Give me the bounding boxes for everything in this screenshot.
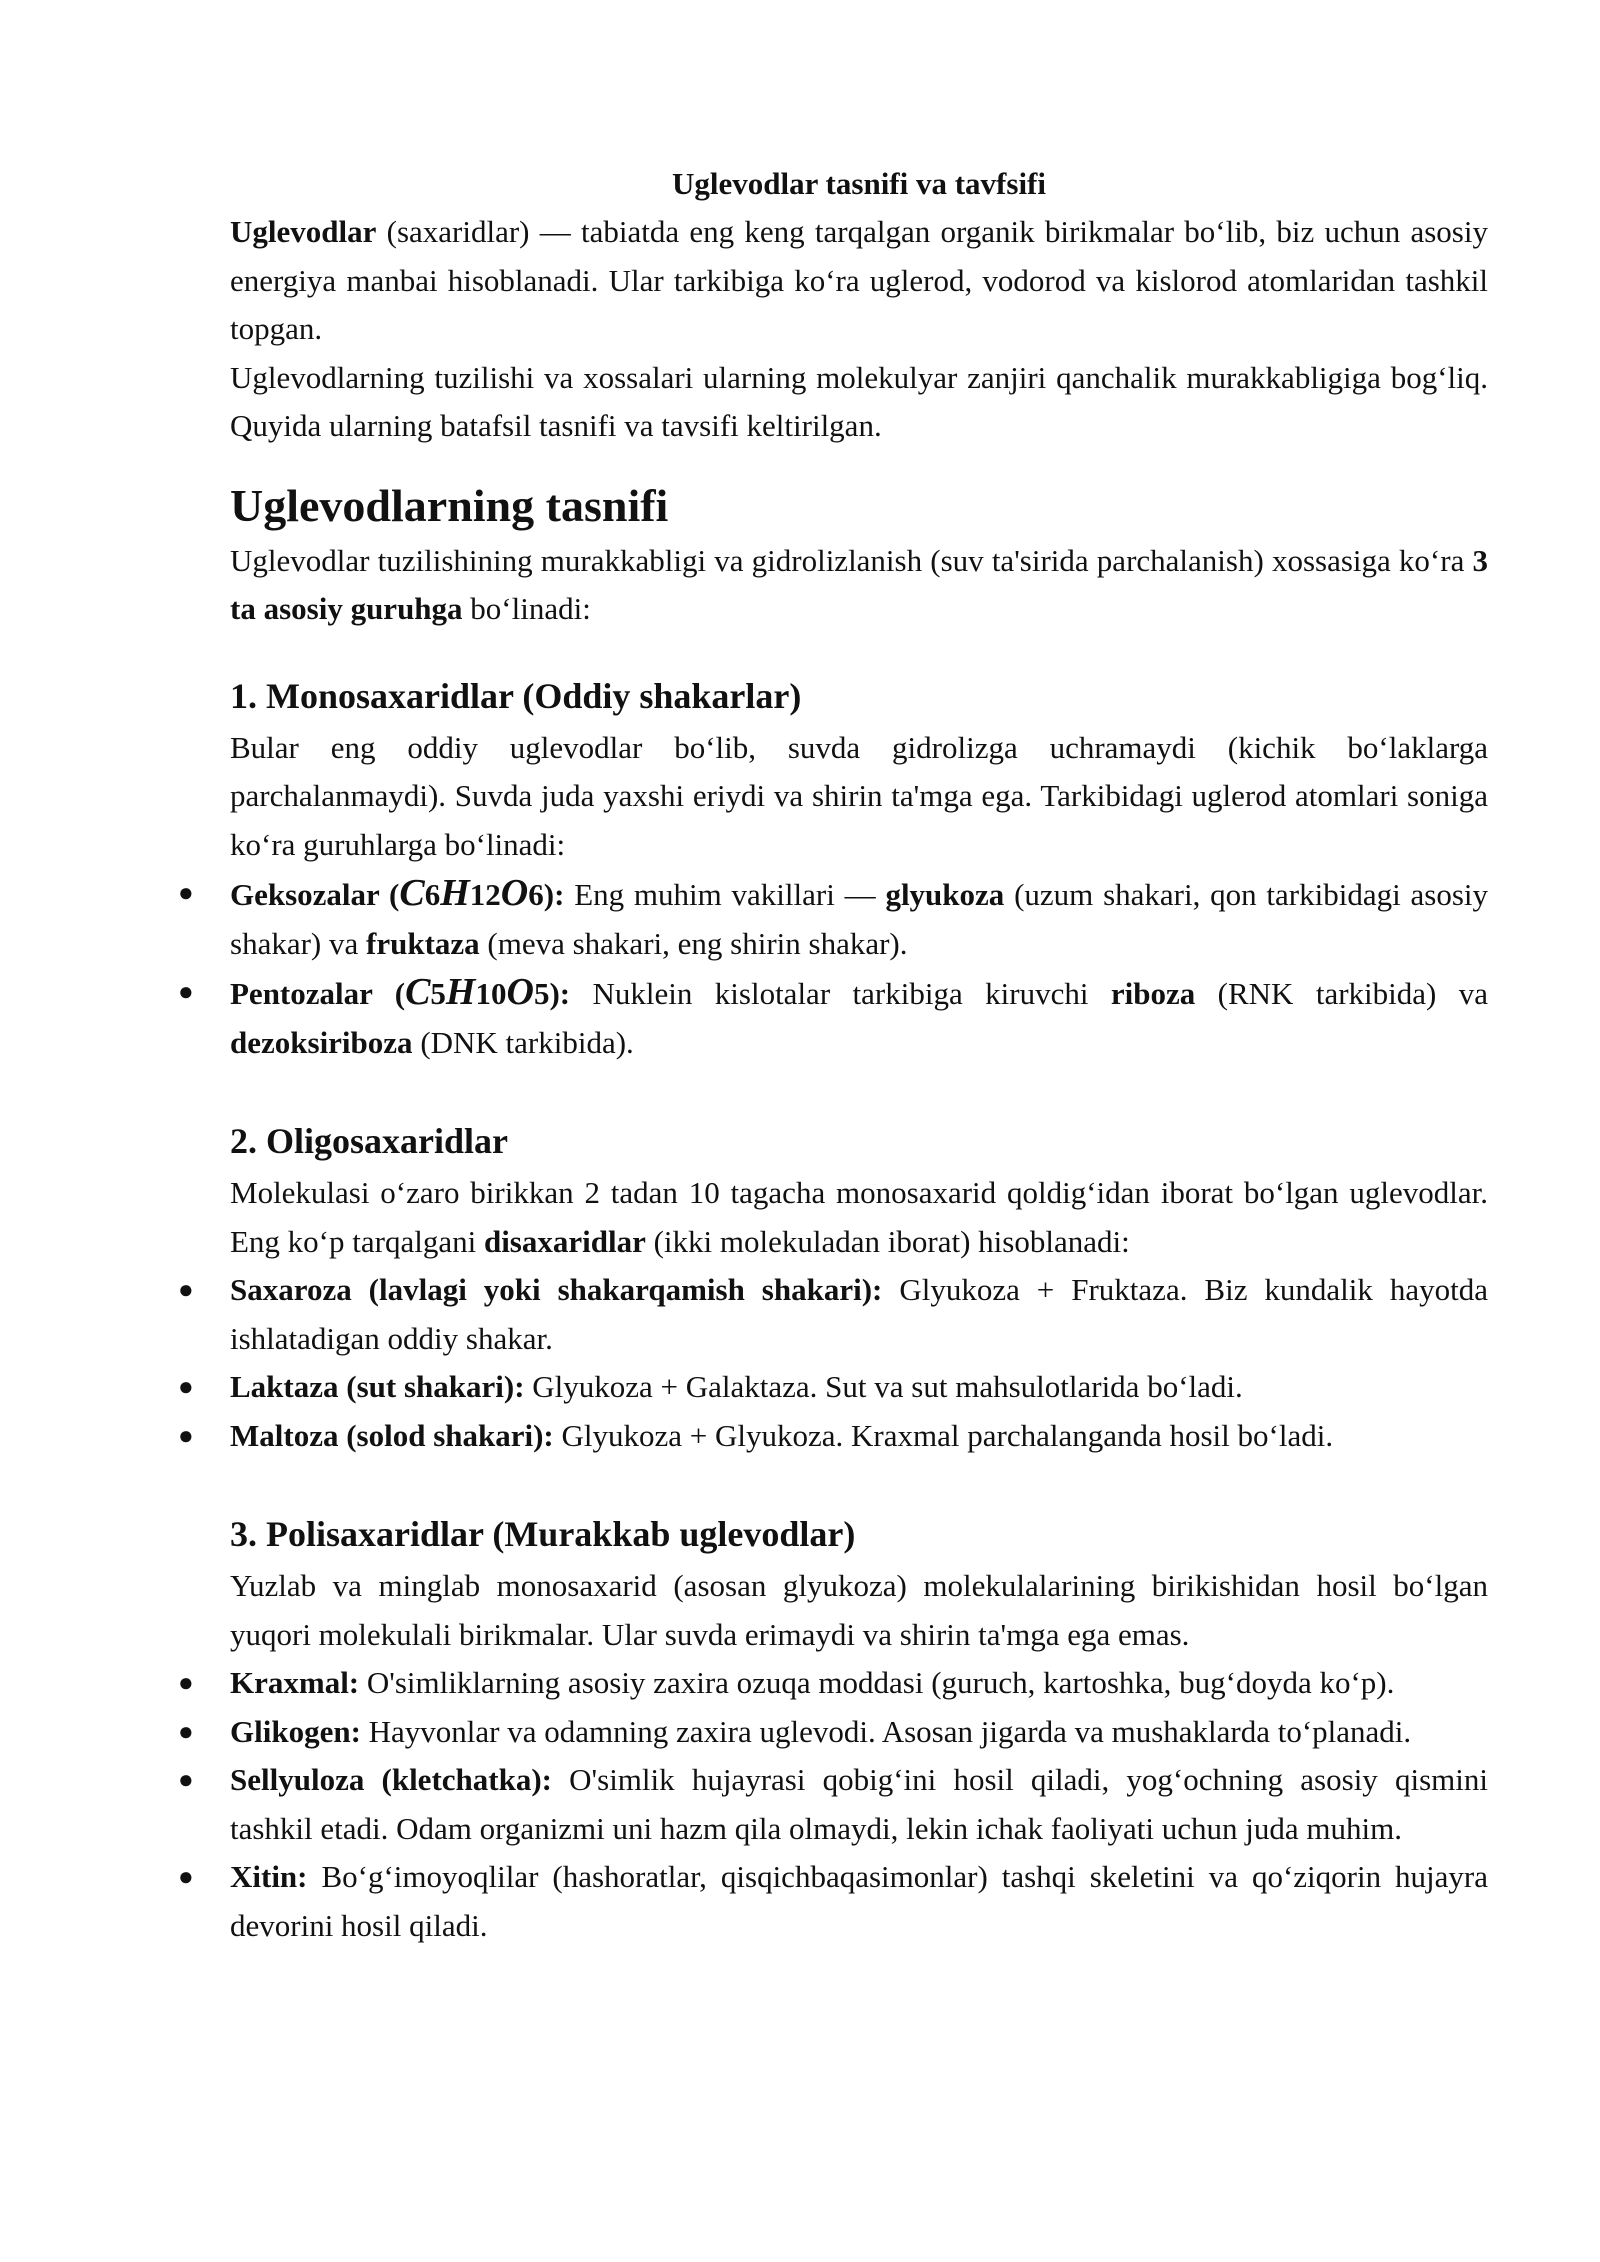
item-text: O'simliklarning asosiy zaxira ozuqa moddasi (guruch, kartoshka, bug‘doyda ko‘p). (359, 1665, 1395, 1700)
hexose-bold-1: glyukoza (885, 877, 1005, 912)
intro-paragraph-1 (230, 208, 1488, 354)
item-text: O'simlik hujayrasi qobig‘ini hosil qiladi, yog‘ochning asosiy qismini tashkil etadi. Odam organizmi uni hazm qila olmaydi, lekin ichak faoliyati uchun juda muhim. (230, 1762, 1488, 1846)
pentose-text-3: (DNK tarkibida). (412, 1024, 634, 1060)
document-title: Uglevodlar tasnifi va tavfsifi (672, 166, 1046, 201)
item-text: Bo‘g‘imoyoqlilar (hashoratlar, qisqichbaqasimonlar) tashqi skeletini va qo‘ziqorin hujayra devorini hosil qiladi. (230, 1859, 1488, 1943)
item-term: Laktaza (sut shakari): (230, 1369, 525, 1404)
pentose-text-2: (RNK tarkibida) va (1195, 976, 1488, 1011)
intro-paragraph-2: Uglevodlarning tuzilishi va xossalari ularning molekulyar zanjiri qanchalik murakkabligiga bog‘liq. Quyida ularning batafsil tasnifi va tavsifi keltirilgan. (230, 359, 1488, 443)
oligo-text-a: Molekulasi o‘zaro birikkan 2 tadan 10 tagacha monosaxarid qoldig‘idan iborat bo‘lgan uglevodlar. Eng ko‘p tarqalgani (230, 1175, 1488, 1259)
classification-text-b: bo‘linadi: (462, 591, 591, 626)
list-item (178, 1756, 1488, 1853)
hexose-label: Geksozalar (C6H12O6): (230, 872, 565, 914)
oligo-paragraph (230, 1169, 1488, 1266)
oligo-text-b: (ikki molekuladan iborat) hisoblanadi: (645, 1223, 1130, 1259)
item-term: Glikogen: (230, 1713, 361, 1749)
item-term: Maltoza (solod shakari): (230, 1417, 554, 1453)
classification-text-a: Uglevodlar tuzilishining murakkabligi va gidrolizlanish (suv ta'sirida parchalanish) xossasiga ko‘ra (230, 542, 1473, 578)
document-page (178, 160, 1489, 1950)
oligo-heading: 2. Oligosaxaridlar (230, 1121, 508, 1161)
bullet-icon: ● (178, 1862, 194, 1891)
hexose-text-1: Eng muhim vakillari — (564, 877, 886, 912)
classification-paragraph (230, 537, 1488, 634)
item-term: Kraxmal: (230, 1665, 360, 1700)
list-item (178, 869, 1489, 968)
mono-paragraph: Bular eng oddiy uglevodlar bo‘lib, suvda gidrolizga uchramaydi (kichik bo‘laklarga parchalanmaydi). Suvda juda yaxshi eriydi va shirin ta'mga ega. Tarkibidagi uglerod atomlari soniga ko‘ra guruhlarga bo‘linadi: (230, 729, 1488, 862)
bullet-icon: ● (178, 1275, 194, 1304)
poly-paragraph: Yuzlab va minglab monosaxarid (asosan glyukoza) molekulalarining birikishidan hosil bo‘lgan yuqori molekulali birikmalar. Ular suvda erimaydi va shirin ta'mga ega emas. (230, 1568, 1488, 1652)
mono-heading: 1. Monosaxaridlar (Oddiy shakarlar) (230, 675, 802, 716)
intro-term: Uglevodlar (230, 214, 377, 249)
bullet-icon: ● (178, 878, 194, 907)
item-term: Saxaroza (lavlagi yoki shakarqamish shakari): (230, 1272, 883, 1307)
item-text: Glyukoza + Glyukoza. Kraxmal parchalanganda hosil bo‘ladi. (553, 1417, 1334, 1453)
pentose-label: Pentozalar (C5H10O5): (230, 971, 571, 1013)
classification-heading: Uglevodlarning tasnifi (230, 479, 669, 531)
bullet-icon: ● (178, 1668, 194, 1697)
item-term: Xitin: (230, 1859, 308, 1894)
bullet-icon: ● (178, 1420, 194, 1450)
oligo-bold: disaxaridlar (483, 1223, 646, 1259)
item-text: Hayvonlar va odamning zaxira uglevodi. Asosan jigarda va mushaklarda to‘planadi. (360, 1713, 1412, 1749)
item-text: Glyukoza + Galaktaza. Sut va sut mahsulotlarida bo‘ladi. (524, 1369, 1243, 1404)
list-item (178, 1412, 1488, 1461)
oligo-list (178, 1266, 1488, 1460)
pentose-bold-1: riboza (1110, 976, 1196, 1011)
item-term: Sellyuloza (kletchatka): (230, 1762, 552, 1797)
item-text: Glyukoza + Fruktaza. Biz kundalik hayotda ishlatadigan oddiy shakar. (230, 1272, 1488, 1356)
pentose-text-1: Nuklein kislotalar tarkibiga kiruvchi (570, 976, 1111, 1011)
bullet-icon: ● (178, 1716, 194, 1746)
bullet-icon: ● (178, 1765, 194, 1794)
hexose-text-2: (uzum shakari, qon tarkibidagi asosiy shakar) va (230, 877, 1489, 961)
hexose-text-3: (meva shakari, eng shirin shakar). (479, 925, 908, 961)
list-item (178, 1853, 1488, 1950)
list-item (178, 1363, 1488, 1412)
mono-list (178, 869, 1489, 1067)
list-item (178, 1659, 1488, 1708)
list-item (178, 1266, 1488, 1363)
poly-heading: 3. Polisaxaridlar (Murakkab uglevodlar) (230, 1514, 856, 1554)
intro-text: (saxaridlar) — tabiatda eng keng tarqalgan organik birikmalar bo‘lib, biz uchun asosiy energiya manbai hisoblanadi. Ular tarkibiga ko‘ra uglerod, vodorod va kislorod atomlaridan tashkil topgan. (230, 214, 1488, 346)
bullet-icon: ● (178, 977, 194, 1006)
classification-bold: 3 ta asosiy guruhga (230, 542, 1488, 626)
list-item (178, 1708, 1488, 1757)
list-item (178, 968, 1488, 1067)
bullet-icon: ● (178, 1372, 194, 1401)
hexose-bold-2: fruktaza (366, 925, 480, 961)
poly-list (178, 1659, 1488, 1950)
pentose-bold-2: dezoksiriboza (230, 1024, 413, 1060)
